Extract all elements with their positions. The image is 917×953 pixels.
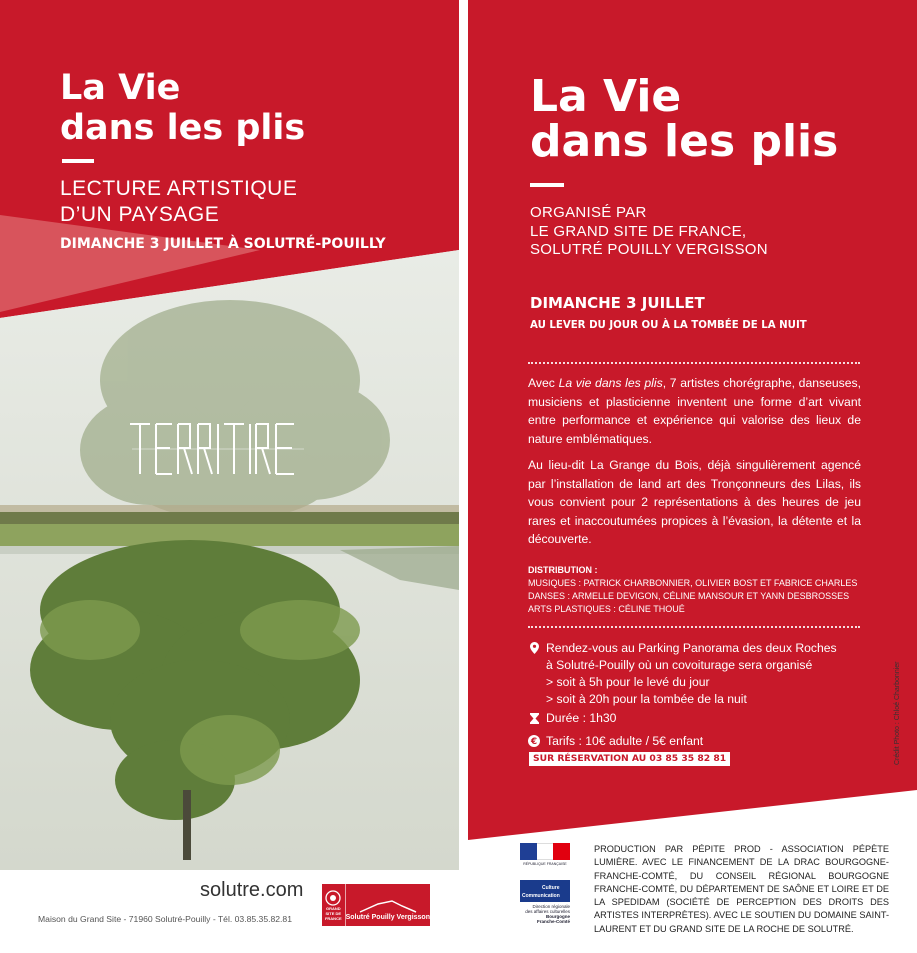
left-subtitle <box>60 176 297 228</box>
right-event-date: DIMANCHE 3 JUILLET <box>530 294 705 312</box>
left-title-line-2: dans les plis <box>60 108 306 148</box>
left-title-line-1: La Vie <box>60 68 181 108</box>
solutre-logo <box>322 884 430 926</box>
para1-body: , 7 artistes chorégraphe, danseuses, musiciens et plasticienne inventent une forme d’art vivant entre performance et expérience qui valorise des lieux de nature emblématiques. <box>528 376 862 446</box>
hourglass-icon <box>528 712 540 724</box>
republique-francaise-logo <box>520 843 570 873</box>
description-paragraph-2: Au lieu-dit La Grange du Bois, déjà singulièrement agencé par l’installation de land art des Tronçonneurs des Lilas, ils vous convient pour 2 représentations à des heures de jeu rares et inaccoutumées propices à l’évasion, la détente et la découverte. <box>528 458 861 546</box>
rendezvous-info <box>528 640 837 708</box>
right-title-line-2: dans les plis <box>530 116 839 167</box>
distribution-heading: DISTRIBUTION : <box>528 565 598 575</box>
para1-title-italic: La vie dans les plis <box>558 376 663 390</box>
prices-text: Tarifs : 10€ adulte / 5€ enfant <box>546 734 704 748</box>
duration-text: Durée : 1h30 <box>546 711 617 725</box>
rendezvous-line-2: à Solutré-Pouilly où un covoiturage sera organisé <box>546 658 813 672</box>
reservation-banner: SUR RÉSERVATION AU 03 85 35 82 81 <box>529 752 730 766</box>
right-title-dash <box>530 183 564 187</box>
para1-intro: Avec <box>528 376 559 390</box>
right-flyer-panel <box>468 0 917 953</box>
dotted-divider-2 <box>528 626 860 628</box>
right-title-line-1: La Vie <box>530 71 682 122</box>
solutre-pouilly-vergisson-logo <box>346 884 430 926</box>
culture-label: Culture <box>542 885 560 891</box>
rendezvous-line-4: > soit à 20h pour la tombée de la nuit <box>546 692 747 706</box>
solutre-logo-name: Solutré Pouilly Vergisson <box>345 914 430 921</box>
dotted-divider-1 <box>528 362 860 364</box>
territoire-installation-text <box>128 420 308 478</box>
address-text: Maison du Grand Site - 71960 Solutré-Pouilly - Tél. 03.85.35.82.81 <box>38 914 292 924</box>
left-event-title <box>60 68 305 148</box>
organizer-text <box>530 204 768 260</box>
distribution-music: MUSIQUES : PATRICK CHARBONNIER, OLIVIER BOST ET FABRICE CHARLES <box>528 578 858 588</box>
prices-info <box>528 733 703 750</box>
left-subtitle-line-1: LECTURE ARTISTIQUE <box>60 177 298 200</box>
left-event-date: DIMANCHE 3 JUILLET À SOLUTRÉ-POUILLY <box>60 236 386 252</box>
svg-text:€: € <box>530 737 538 747</box>
website-text: solutre.com <box>200 879 304 901</box>
distribution-dance: DANSES : ARMELLE DEVIGON, CÉLINE MANSOUR ET YANN DESBROSSES <box>528 591 850 601</box>
drac-label <box>520 904 570 924</box>
distribution-arts: ARTS PLASTIQUES : CÉLINE THOUÉ <box>528 604 685 614</box>
euro-icon <box>528 735 540 747</box>
grand-site-emblem-icon <box>325 890 341 906</box>
reflection-photo <box>0 250 459 870</box>
left-subtitle-line-2: D’UN PAYSAGE <box>60 203 220 226</box>
culture-logo-box <box>520 880 570 902</box>
right-event-title <box>530 71 839 167</box>
culture-communication-logo <box>520 880 576 930</box>
photo-credit: Crédit Photo : Chloé Charbonnier <box>894 661 901 765</box>
left-title-dash <box>62 159 94 163</box>
description-paragraph-1 <box>528 374 861 448</box>
french-flag-icon <box>520 843 570 860</box>
organizer-line-2: LE GRAND SITE DE FRANCE, <box>530 222 747 240</box>
drac-line-2: des affaires culturelles <box>525 909 570 914</box>
rendezvous-line-3: > soit à 5h pour le levé du jour <box>546 675 710 689</box>
production-credits: PRODUCTION PAR PÉPITE PROD - ASSOCIATION PÉPÈTE LUMIÈRE. AVEC LE FINANCEMENT DE LA DRAC BOURGOGNE-FRANCHE-COMTÉ, DU CONSEIL RÉGIONAL BOURGOGNE FRANCHE-COMTÉ, DU DÉPARTEMENT DE SAÔNE ET LOIRE ET DE LA SPEDIDAM (SOCIÉTÉ DE PERCEPTION DES DROITS DES ARTISTES INTERPRÈTES). AVEC LE SOUTIEN DU DOMAINE SAINT-LAURENT ET DU GRAND SITE DE LA ROCHE DE SOLUTRÉ. <box>594 844 889 934</box>
rendezvous-line-1: Rendez-vous au Parking Panorama des deux Roches <box>546 641 837 655</box>
map-pin-icon <box>528 642 540 654</box>
event-time: AU LEVER DU JOUR OU À LA TOMBÉE DE LA NUIT <box>530 320 807 331</box>
republique-label: RÉPUBLIQUE FRANÇAISE <box>523 862 567 866</box>
organizer-line-3: SOLUTRÉ POUILLY VERGISSON <box>530 241 768 258</box>
communication-label: Communication <box>522 893 560 899</box>
drac-line-3: Bourgogne <box>546 914 570 919</box>
organizer-line-1: ORGANISÉ PAR <box>530 204 647 221</box>
grand-site-label: GRAND SITE DE FRANCE <box>324 905 342 921</box>
grand-site-de-france-logo <box>322 884 346 926</box>
distribution-block <box>528 564 857 616</box>
duration-info <box>528 710 616 727</box>
drac-line-4: Franche-Comté <box>536 919 570 924</box>
rock-silhouette-icon <box>358 898 418 914</box>
drac-line-1: Direction régionale <box>532 904 570 909</box>
